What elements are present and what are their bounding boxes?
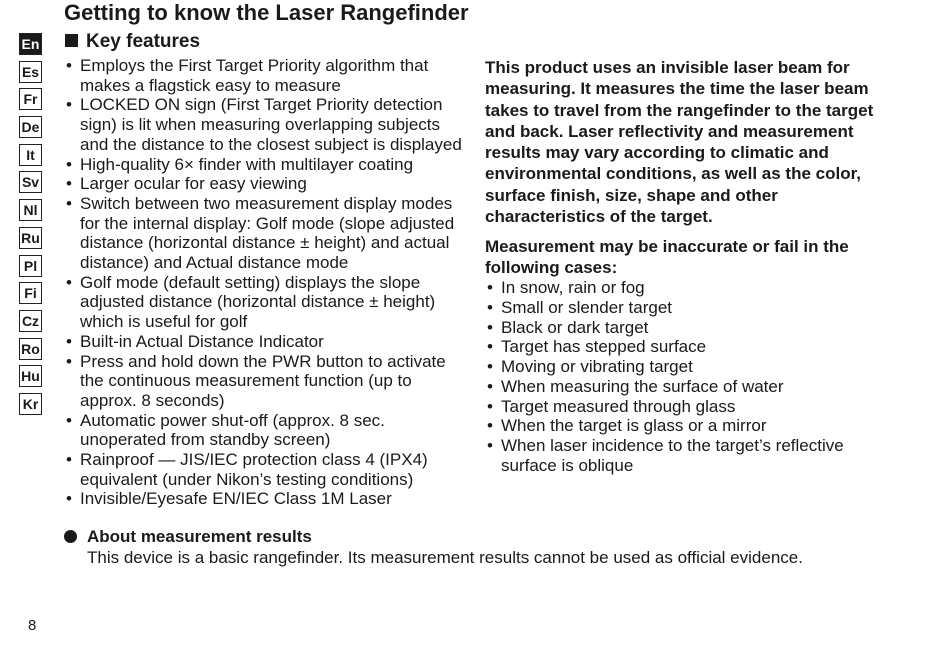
laser-info-line: and back. Laser reflectivity and measurement	[485, 121, 854, 141]
case-item-line: Small or slender target	[501, 298, 673, 318]
case-item-line: Black or dark target	[501, 317, 649, 337]
bullet-dot-icon: •	[487, 396, 493, 416]
feature-item-line: Press and hold down the PWR button to activate	[80, 351, 446, 371]
feature-item	[64, 332, 466, 352]
feature-item-line: adjusted distance (horizontal distance ± height)	[80, 292, 436, 312]
feature-item-line: Invisible/Eyesafe EN/IEC Class 1M Laser	[80, 489, 392, 509]
language-tab-fr[interactable]: Fr	[19, 88, 42, 110]
feature-item-line: unoperated from standby screen)	[80, 430, 331, 450]
language-tab-de[interactable]: De	[19, 116, 42, 138]
case-item-line: When measuring the surface of water	[501, 376, 784, 396]
circle-bullet-icon	[64, 530, 77, 543]
case-item-line: When the target is glass or a mirror	[501, 416, 767, 436]
bullet-dot-icon: •	[66, 154, 72, 174]
case-item-line: Target has stepped surface	[501, 337, 707, 357]
feature-item	[64, 411, 466, 450]
feature-item-line: distance) and Actual distance mode	[80, 253, 349, 273]
laser-info-paragraph	[485, 57, 885, 227]
feature-item	[64, 155, 466, 175]
feature-item	[64, 174, 466, 194]
language-tab-ro[interactable]: Ro	[19, 338, 42, 360]
key-features-list	[64, 56, 466, 509]
language-tabs	[19, 33, 44, 421]
bullet-dot-icon: •	[487, 376, 493, 396]
feature-item-line: equivalent (under Nikon’s testing conditions)	[80, 469, 414, 489]
feature-item	[64, 352, 466, 411]
language-tab-es[interactable]: Es	[19, 61, 42, 83]
about-heading-text: About measurement results	[87, 527, 312, 546]
about-section	[64, 527, 924, 568]
feature-item	[64, 450, 466, 489]
bullet-dot-icon: •	[487, 317, 493, 337]
bullet-dot-icon: •	[66, 193, 72, 213]
case-item	[485, 377, 885, 397]
feature-item	[64, 489, 466, 509]
feature-item-line: and the distance to the closest subject is displayed	[80, 134, 462, 154]
feature-item-line: Rainproof — JIS/IEC protection class 4 (IPX4)	[80, 450, 428, 470]
bullet-dot-icon: •	[66, 95, 72, 115]
inaccurate-cases-heading-line: following cases:	[485, 258, 618, 278]
laser-info-line: characteristics of the target.	[485, 207, 713, 227]
feature-item-line: Golf mode (default setting) displays the slope	[80, 272, 421, 292]
case-item-line: Moving or vibrating target	[501, 357, 693, 377]
bullet-dot-icon: •	[66, 410, 72, 430]
laser-info-line: surface finish, size, shape and other	[485, 185, 778, 205]
laser-info-line: environmental conditions, as well as the color,	[485, 164, 861, 184]
bullet-dot-icon: •	[66, 331, 72, 351]
about-heading	[64, 527, 924, 547]
feature-item-line: sign) is lit when measuring overlapping subjects	[80, 115, 441, 135]
laser-info-column	[485, 57, 885, 475]
feature-item-line: distance (horizontal distance ± height) and actual	[80, 233, 450, 253]
bullet-dot-icon: •	[66, 272, 72, 292]
language-tab-hu[interactable]: Hu	[19, 365, 42, 387]
square-bullet-icon	[65, 34, 78, 47]
language-tab-ru[interactable]: Ru	[19, 227, 42, 249]
feature-item-line: LOCKED ON sign (First Target Priority detection	[80, 95, 443, 115]
language-tab-pl[interactable]: Pl	[19, 255, 42, 277]
feature-item	[64, 273, 466, 332]
about-body: This device is a basic rangefinder. Its measurement results cannot be used as official evidence.	[87, 548, 803, 567]
feature-item-line: which is useful for golf	[80, 312, 248, 332]
inaccurate-cases-heading-line: Measurement may be inaccurate or fail in the	[485, 237, 849, 257]
case-item	[485, 416, 885, 436]
page-number: 8	[28, 617, 37, 634]
language-tab-en[interactable]: En	[19, 33, 42, 55]
bullet-dot-icon: •	[66, 351, 72, 371]
feature-item	[64, 95, 466, 154]
page-title: Getting to know the Laser Rangefinder	[64, 0, 469, 25]
language-tab-nl[interactable]: Nl	[19, 199, 42, 221]
laser-info-line: This product uses an invisible laser beam for	[485, 58, 850, 77]
feature-item-line: Switch between two measurement display modes	[80, 193, 453, 213]
case-item-line: Target measured through glass	[501, 396, 736, 416]
language-tab-it[interactable]: It	[19, 144, 42, 166]
feature-item-line: makes a flagstick easy to measure	[80, 75, 341, 95]
laser-info-line: results may vary according to climatic and	[485, 143, 829, 163]
bullet-dot-icon: •	[487, 337, 493, 357]
language-tab-sv[interactable]: Sv	[19, 171, 42, 193]
bullet-dot-icon: •	[487, 298, 493, 318]
laser-info-line: measuring. It measures the time the laser beam	[485, 79, 869, 99]
bullet-dot-icon: •	[66, 56, 72, 75]
case-item-line: In snow, rain or fog	[501, 278, 645, 298]
case-item	[485, 397, 885, 417]
case-item	[485, 318, 885, 338]
bullet-dot-icon: •	[66, 489, 72, 509]
bullet-dot-icon: •	[66, 174, 72, 194]
bullet-dot-icon: •	[487, 357, 493, 377]
feature-item-line: Employs the First Target Priority algorithm that	[80, 56, 429, 75]
language-tab-cz[interactable]: Cz	[19, 310, 42, 332]
feature-item	[64, 194, 466, 273]
case-item	[485, 298, 885, 318]
feature-item-line: the continuous measurement function (up to	[80, 371, 412, 391]
language-tab-fi[interactable]: Fi	[19, 282, 42, 304]
case-item-line: surface is oblique	[501, 455, 634, 475]
case-item	[485, 337, 885, 357]
key-features-heading	[65, 31, 200, 53]
bullet-dot-icon: •	[66, 450, 72, 470]
feature-item	[64, 56, 466, 95]
case-item-line: When laser incidence to the target’s reflective	[501, 436, 844, 455]
feature-item-line: for the internal display: Golf mode (slope adjusted	[80, 213, 455, 233]
feature-item-line: Built-in Actual Distance Indicator	[80, 331, 324, 351]
bullet-dot-icon: •	[487, 436, 493, 455]
bullet-dot-icon: •	[487, 278, 493, 298]
key-features-column	[64, 56, 466, 509]
key-features-heading-text: Key features	[86, 31, 201, 52]
bullet-dot-icon: •	[487, 416, 493, 436]
feature-item-line: High-quality 6× finder with multilayer coating	[80, 154, 414, 174]
feature-item-line: Automatic power shut-off (approx. 8 sec.	[80, 410, 385, 430]
case-item	[485, 357, 885, 377]
case-item	[485, 278, 885, 298]
inaccurate-cases-heading	[485, 236, 885, 278]
feature-item-line: Larger ocular for easy viewing	[80, 174, 307, 194]
feature-item-line: approx. 8 seconds)	[80, 390, 225, 410]
laser-info-line: takes to travel from the rangefinder to the target	[485, 100, 874, 120]
language-tab-kr[interactable]: Kr	[19, 393, 42, 415]
inaccurate-cases-list	[485, 278, 885, 475]
case-item	[485, 436, 885, 475]
